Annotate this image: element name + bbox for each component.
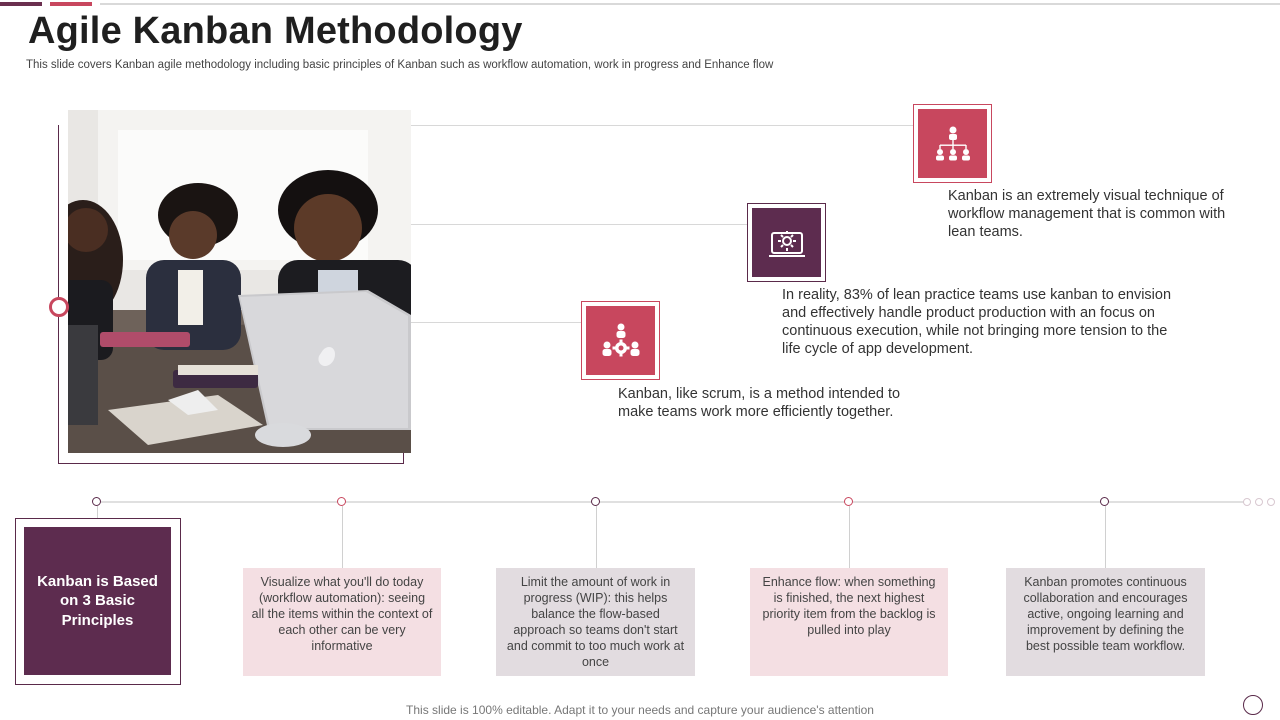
connector-line-3	[411, 322, 582, 323]
timeline-line	[97, 501, 1247, 503]
timeline-dot-1	[92, 497, 101, 506]
hierarchy-team-icon	[918, 109, 987, 178]
principle-card-2: Limit the amount of work in progress (WIP): this helps balance the flow-based approach so teams don't start and commit to too much work at once	[496, 568, 695, 676]
timeline-tail-dot-2	[1255, 498, 1263, 506]
page-subtitle: This slide covers Kanban agile methodology including basic principles of Kanban such as workflow automation, work in progress and Enhance flow	[26, 59, 774, 71]
feature-text-3: Kanban, like scrum, is a method intended to make teams work more efficiently together.	[618, 386, 901, 420]
principle-card-3: Enhance flow: when something is finished, the next highest priority item from the backlog is pulled into play	[750, 568, 948, 676]
timeline-connector-3	[596, 506, 597, 568]
team-meeting-photo	[68, 110, 411, 453]
timeline-dot-5	[1100, 497, 1109, 506]
principle-card-4: Kanban promotes continuous collaboration and encourages active, ongoing learning and improvement by defining the best possible team workflow.	[1006, 568, 1205, 676]
timeline-dot-2	[337, 497, 346, 506]
principles-heading-text: Kanban is Based on 3 Basic Principles	[37, 572, 158, 629]
timeline-connector-1	[97, 506, 98, 518]
feature-icon-box-1	[913, 104, 992, 183]
timeline-connector-4	[849, 506, 850, 568]
top-divider	[100, 3, 1280, 5]
feature-text-1: Kanban is an extremely visual technique of workflow management that is common with lean teams.	[948, 188, 1226, 240]
page-title: Agile Kanban Methodology	[28, 10, 523, 52]
timeline-tail-dot-1	[1243, 498, 1251, 506]
feature-icon-box-2	[747, 203, 826, 282]
team-gear-icon	[586, 306, 655, 375]
feature-text-2: In reality, 83% of lean practice teams use kanban to envision and effectively handle product production with an focus on continuous execution, while not bringing more tension to the life cycle of app development.	[782, 287, 1172, 357]
connector-line-2	[411, 224, 748, 225]
feature-icon-box-3	[581, 301, 660, 380]
settings-monitor-icon	[752, 208, 821, 277]
principle-card-1: Visualize what you'll do today (workflow automation): seeing all the items within the context of each other can be very informative	[243, 568, 441, 676]
timeline-connector-5	[1105, 506, 1106, 568]
top-accent-bar-red	[50, 2, 92, 6]
timeline-dot-3	[591, 497, 600, 506]
timeline-connector-2	[342, 506, 343, 568]
footer-note: This slide is 100% editable. Adapt it to your needs and capture your audience's attention	[406, 703, 874, 717]
timeline-dot-4	[844, 497, 853, 506]
photo-frame-dot	[49, 297, 69, 317]
timeline-tail-dot-3	[1267, 498, 1275, 506]
corner-circle-icon	[1243, 695, 1263, 715]
top-accent-bar-purple	[0, 2, 42, 6]
connector-line-1	[411, 125, 914, 126]
principles-heading	[24, 527, 171, 675]
